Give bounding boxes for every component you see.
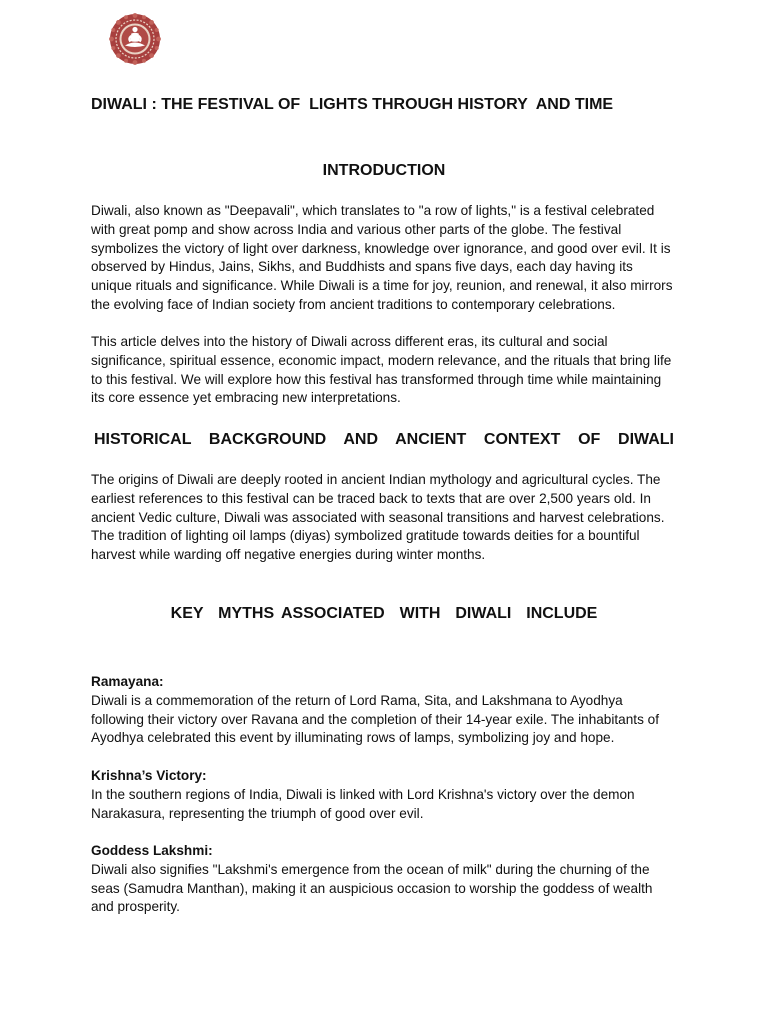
myth-text: Diwali also signifies "Lakshmi's emergence from the ocean of milk" during the churning of the seas (Samudra Manthan), making it an auspicious occasion to worship the goddess of wealth and prosperity. — [91, 861, 653, 915]
history-heading: HISTORICAL BACKGROUND AND ANCIENT CONTEXT OF DIWALI — [94, 431, 674, 448]
myth-text: In the southern regions of India, Diwali is linked with Lord Krishna's victory over the demon Narakasura, representing the triumph of good over evil. — [91, 786, 635, 821]
myth-item-ramayana — [91, 673, 675, 748]
introduction-paragraph-2: This article delves into the history of Diwali across different eras, its cultural and social significance, spiritual essence, economic impact, modern relevance, and the rituals that bring life to this festival. We will explore how this festival has transformed through time while maintaining its core essence yet embracing new interpretations. — [91, 334, 672, 406]
meditating-figure-mandala-icon — [106, 12, 164, 66]
myth-item-krishna — [91, 767, 675, 823]
myth-title: Ramayana: — [91, 674, 164, 689]
introduction-paragraph-1: Diwali, also known as "Deepavali", which translates to "a row of lights," is a festival celebrated with great pomp and show across India and various other parts of the globe. The festival symbolizes the victory of light over darkness, knowledge over ignorance, and good over evil. It is observed by Hindus, Jains, Sikhs, and Buddhists and spans five days, each day having its unique rituals and significance. While Diwali is a time for joy, reunion, and renewal, it also mirrors the evolving face of Indian society from ancient traditions to contemporary celebrations. — [91, 203, 673, 312]
myth-item-lakshmi — [91, 842, 675, 917]
introduction-heading: INTRODUCTION — [322, 162, 446, 179]
myth-text: Diwali is a commemoration of the return of Lord Rama, Sita, and Lakshmana to Ayodhya following their victory over Ravana and the completion of their 14-year exile. The inhabitants of Ayodhya celebrated this event by illuminating rows of lamps, symbolizing joy and hope. — [91, 692, 659, 746]
history-paragraph: The origins of Diwali are deeply rooted in ancient Indian mythology and agricultural cycles. The earliest references to this festival can be traced back to texts that are over 2,500 years old. In ancient Vedic culture, Diwali was associated with seasonal transitions and harvest celebrations. The tradition of lighting oil lamps (diyas) symbolized gratitude towards deities for a bountiful harvest while warding off negative energies during winter months. — [91, 472, 665, 563]
myths-heading: KEY MYTHS ASSOCIATED WITH DIWALI INCLUDE — [170, 605, 598, 622]
logo — [106, 12, 164, 80]
document-title: DIWALI : THE FESTIVAL OF LIGHTS THROUGH HISTORY AND TIME — [91, 96, 614, 113]
myth-title: Krishna’s Victory: — [91, 768, 207, 783]
myth-title: Goddess Lakshmi: — [91, 843, 213, 858]
